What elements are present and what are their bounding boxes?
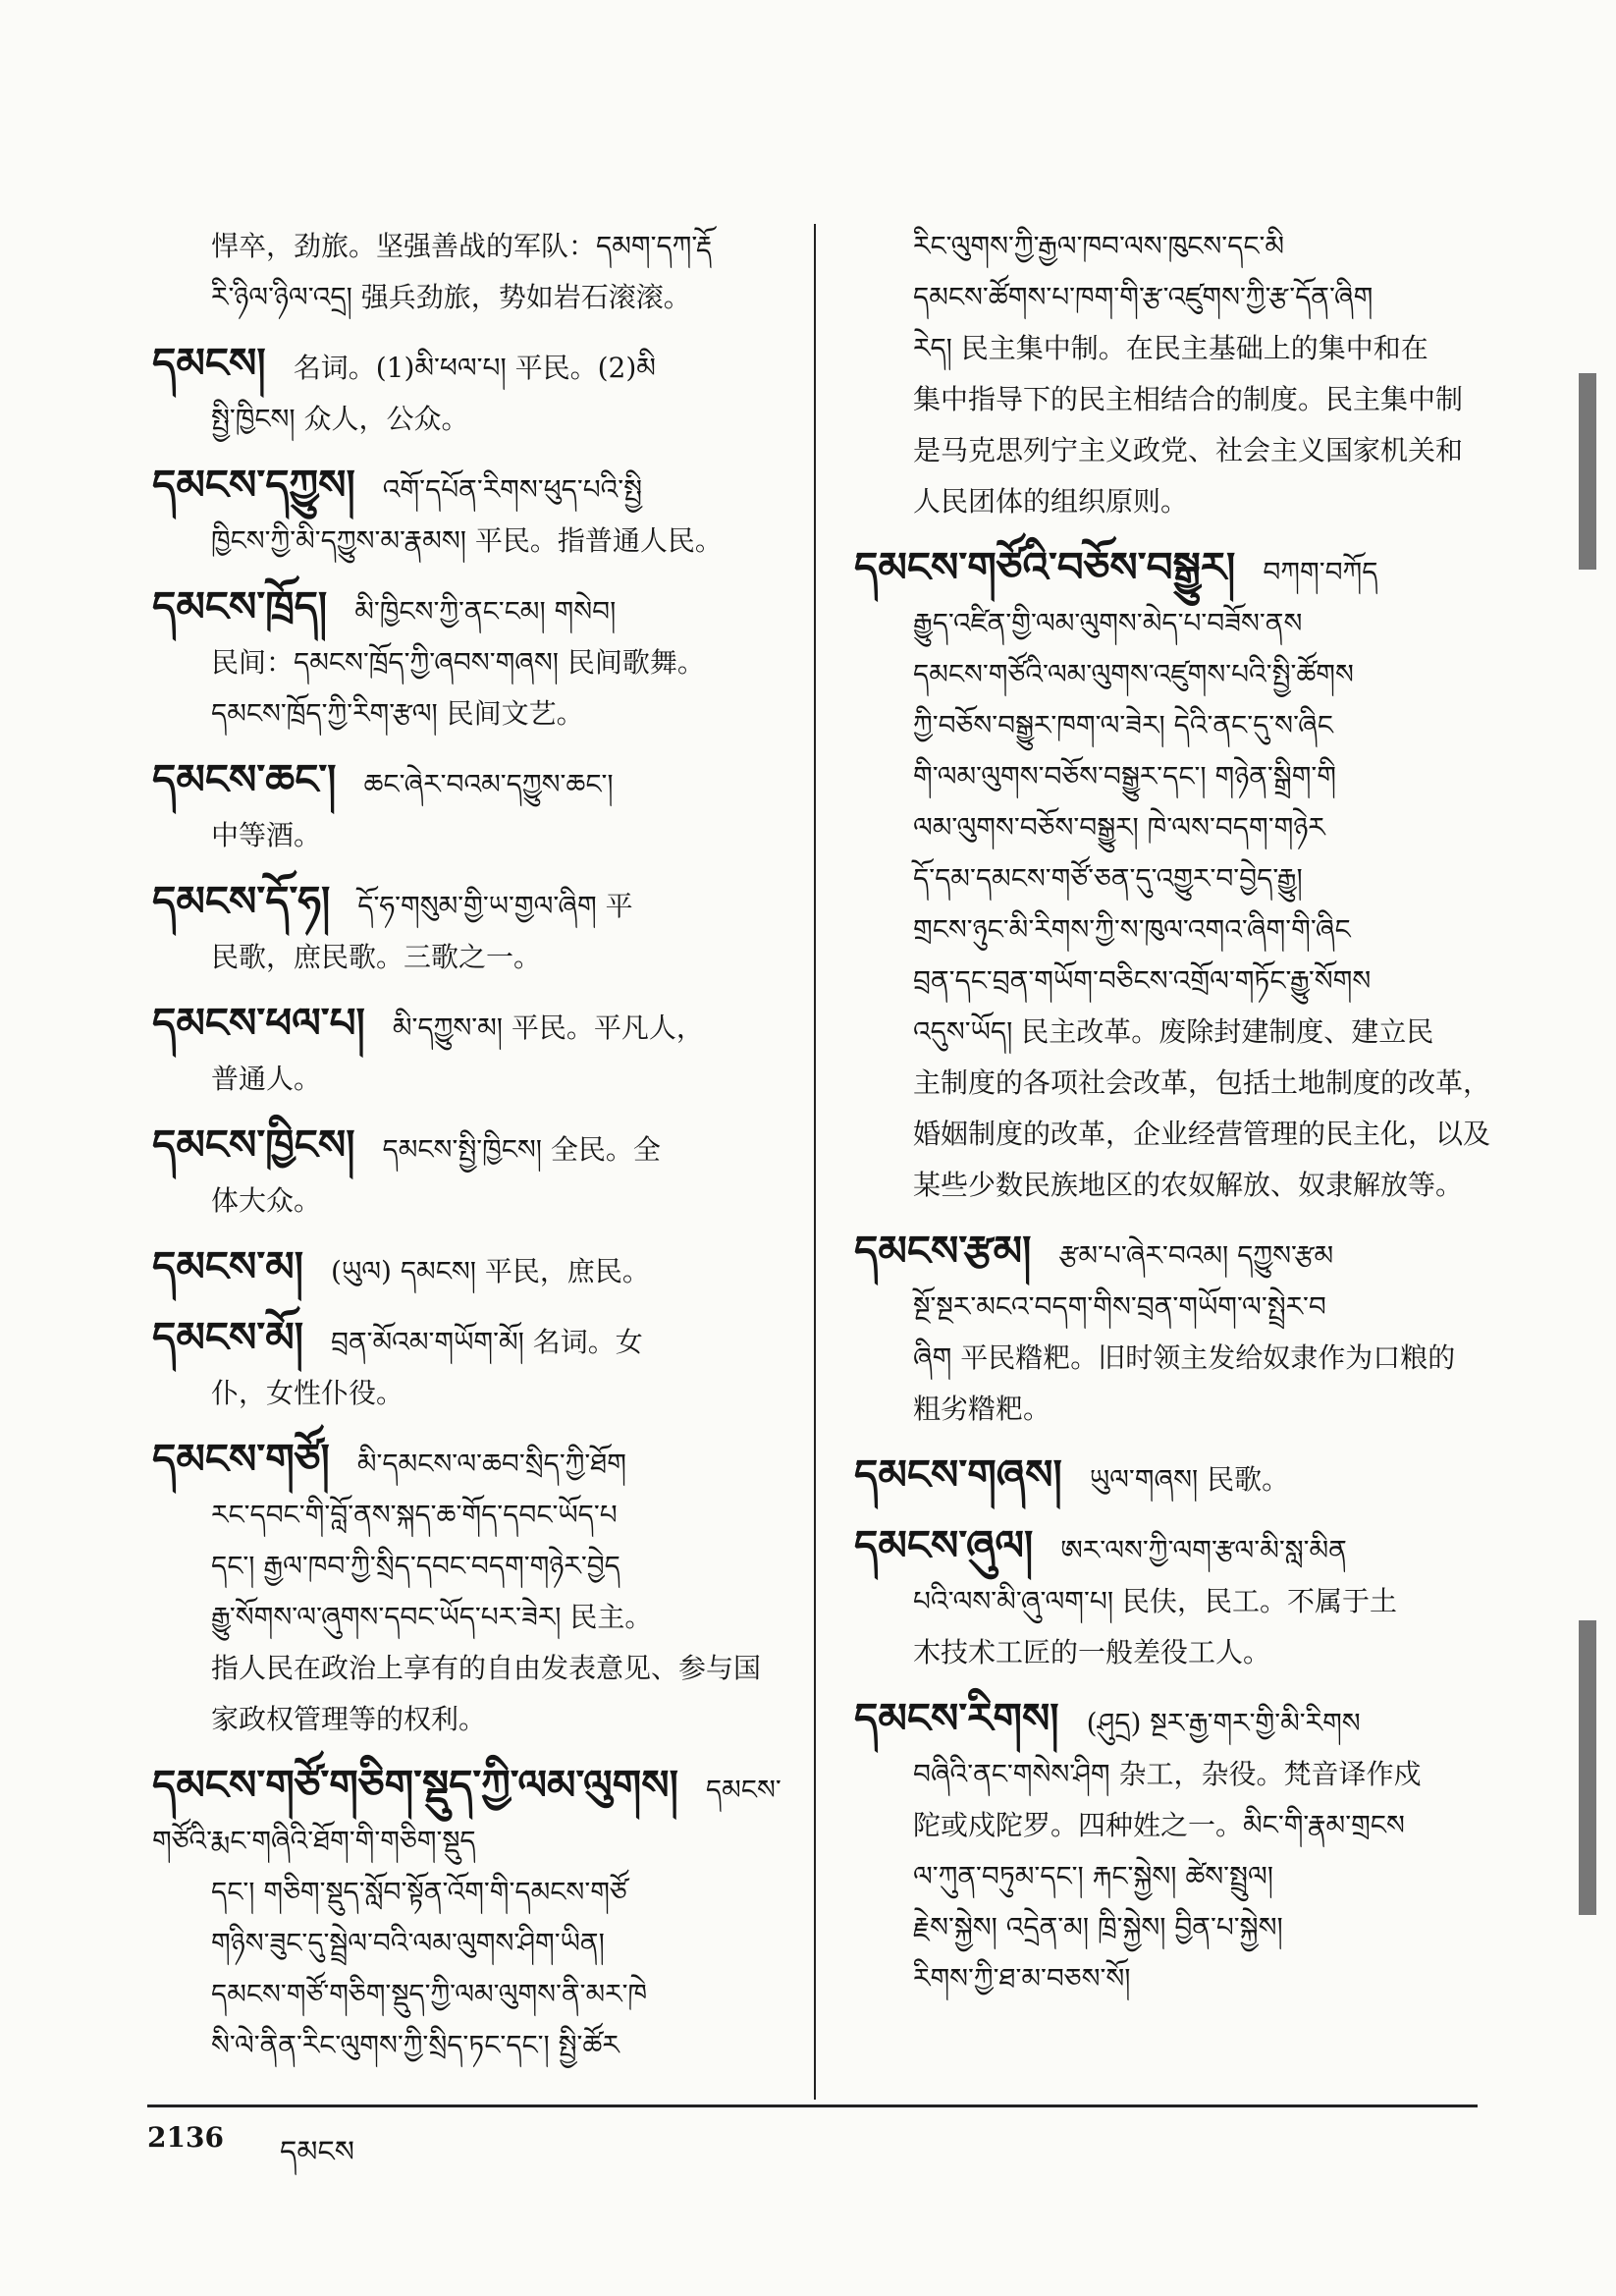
- entry-definition-line: དང་། གཅིག་སྡུད་སློབ་སྟོན་འོག་གི་དམངས་གཙོ: [211, 1876, 627, 1908]
- entry-first-line: [152, 459, 800, 516]
- dictionary-entry: [152, 753, 800, 861]
- entry-definition-line: རྒྱུད་འཛིན་གྱི་ལམ་ལུགས་མེད་པ་བཟོས་ནས: [913, 607, 1303, 639]
- dictionary-entry: [152, 1119, 800, 1227]
- entry-definition-line: རེད། 民主集中制。在民主基础上的集中和在: [913, 332, 1428, 364]
- entry-definition-line: གྲངས་ཉུང་མི་རིགས་ཀྱི་ས་ཁུལ་འགའ་ཞིག་གི་ཞིང: [913, 913, 1351, 946]
- entry-definition-line: 木技术工匠的一般差役工人。: [913, 1636, 1271, 1668]
- entry-first-line: [854, 1449, 1502, 1505]
- running-head: དམངས: [280, 2135, 354, 2169]
- right-column: [854, 221, 1502, 2018]
- entry-definition-line: 悍卒，劲旅。坚强善战的军队：དམག་དཀ་རྡོ: [211, 230, 713, 262]
- entry-first-line: [152, 753, 800, 810]
- entry-definition-line: བྲན་དང་བྲན་གཡོག་བཅིངས་འགྲོལ་གཏོང་རྒྱུ་སོགས: [913, 964, 1372, 997]
- entry-definition-line: རིགས་ཀྱི་ཐ་མ་བཅས་སོ།: [913, 1962, 1131, 1995]
- entry-first-line: [152, 1311, 800, 1368]
- entry-definition-line: རིང་ལུགས་ཀྱི་རྒྱལ་ཁབ་ལས་ཁུངས་དང་མི: [913, 230, 1285, 262]
- entry-definition-line: (ཤུདྲ) སྔར་རྒྱ་གར་གྱི་མི་རིགས: [1086, 1707, 1361, 1739]
- entry-definition-line: 中等酒。: [211, 819, 322, 851]
- entry-definition-line: 是马克思列宁主义政党、社会主义国家机关和: [913, 434, 1464, 466]
- dictionary-entry: [152, 337, 800, 445]
- entry-definition-line: 普通人。: [211, 1063, 322, 1095]
- entry-definition-line: 名词。(1)མི་ཕལ་པ། 平民。(2)མི: [293, 352, 656, 384]
- dictionary-entry: [152, 580, 800, 739]
- entry-definition-line: དམངས་གཙོ་གཅིག་སྡུད་ཀྱི་ལམ་ལུགས་ནི་མར་ཁེ: [211, 1978, 648, 2010]
- entry-first-line: [854, 1519, 1502, 1576]
- dictionary-entry: [152, 1311, 800, 1419]
- entry-definition-line: དོ་དམ་དམངས་གཙོ་ཅན་དུ་འགྱུར་བ་བྱེད་རྒྱུ།: [913, 862, 1303, 895]
- dictionary-entry: [854, 541, 1502, 1211]
- entry-definition-line: མི་དཀྱུས་མ། 平民。平凡人，: [392, 1011, 704, 1044]
- entry-definition-line: དམངས་གཙོའི་ལམ་ལུགས་འཛུགས་པའི་སྤྱི་ཚོགས: [913, 658, 1354, 690]
- entry-definition-line: ལམ་ལུགས་བཅོས་བསྒྱུར། ཁེ་ལས་བདག་གཉེར: [913, 811, 1325, 844]
- dictionary-entry: [152, 1759, 800, 2071]
- entry-definition-line: 陀或戍陀罗。四种姓之一。མིང་གི་རྣམ་གྲངས: [913, 1809, 1405, 1841]
- footer-rule: [147, 2105, 1478, 2107]
- entry-definition-line: 指人民在政治上享有的自由发表意见、参与国: [211, 1652, 762, 1684]
- entry-definition-line: 某些少数民族地区的农奴解放、奴隶解放等。: [913, 1169, 1464, 1201]
- entry-first-line: [152, 1433, 800, 1490]
- entry-first-line: [152, 875, 800, 932]
- dictionary-entry: [854, 1449, 1502, 1505]
- entry-headword: དམངས་མ།: [152, 1242, 304, 1290]
- dictionary-entry: [152, 459, 800, 567]
- entry-first-line: [854, 1692, 1502, 1749]
- entry-first-line: [152, 1119, 800, 1175]
- dictionary-entry: [152, 875, 800, 983]
- entry-definition-line: 民歌，庶民歌。三歌之一。: [211, 941, 542, 973]
- entry-headword: དམངས་ཁྲོད།: [152, 582, 328, 630]
- dictionary-entry: [854, 1692, 1502, 2004]
- scan-bleed-mark: [1579, 373, 1596, 570]
- left-column: [152, 221, 800, 2085]
- entry-first-line: [152, 337, 800, 394]
- entry-definition-line: 家政权管理等的权利。: [211, 1703, 487, 1735]
- entry-definition-line: 仆，女性仆役。: [211, 1377, 404, 1409]
- entry-definition-line: ཆང་ཞེར་བའམ་དཀྱུས་ཆང་།: [363, 768, 614, 800]
- entry-definition-line: པའི་ལས་མི་ཞུ་ལག་པ། 民伕，民工。不属于土: [913, 1585, 1397, 1617]
- entry-definition-line: རི་ཉིལ་ཉིལ་འདྲ། 强兵劲旅，势如岩石滚滚。: [211, 281, 691, 313]
- entry-definition-line: གི་ལམ་ལུགས་བཅོས་བསྒྱུར་དང་། གཉེན་སྒྲིག་གི: [913, 760, 1337, 793]
- entry-definition-line: གཉིས་ཟུང་དུ་སྦྲེལ་བའི་ལམ་ལུགས་ཤིག་ཡིན།: [211, 1927, 605, 1959]
- entry-headword: དམངས།: [152, 339, 266, 387]
- entry-definition-line: དམངས་ཁྲོད་ཀྱི་རིག་རྩལ། 民间文艺。: [211, 697, 584, 730]
- entry-first-line: [152, 580, 800, 637]
- entry-definition-line: མི་ཁྱིངས་ཀྱི་ནང་ངམ། གསེབ།: [354, 595, 617, 628]
- entry-definition-line: རང་དབང་གི་བློ་ནས་སྐད་ཆ་གོད་དབང་ཡོད་པ: [211, 1499, 618, 1531]
- entry-definition-line: རྗེས་སྐྱེས། འདྲེན་མ། ཁྲི་སྐྱེས། བྱིན་པ་སྐྱེས།: [913, 1911, 1283, 1943]
- entry-definition-line: 主制度的各项社会改革，包括土地制度的改革，: [913, 1066, 1491, 1099]
- entry-definition-line: སྤྱི་ཁྱིངས། 众人，公众。: [211, 403, 469, 435]
- entry-definition-line: 粗劣糌粑。: [913, 1393, 1051, 1425]
- entry-definition-line: རྩམ་པ་ཞེར་བའམ། དཀྱུས་རྩམ: [1058, 1239, 1334, 1272]
- dictionary-entry: [152, 997, 800, 1105]
- entry-definition-line: ཀྱི་བཅོས་བསྒྱུར་ཁག་ལ་ཟེར། དེའི་ནང་དུ་ས་ཞིང: [913, 709, 1333, 741]
- entry-headword: དམངས་ཁྱིངས།: [152, 1121, 355, 1169]
- entry-headword: དམངས་ཞུལ།: [854, 1521, 1034, 1569]
- entry-first-line: [152, 1240, 800, 1297]
- entry-headword: དམངས་རྩམ།: [854, 1227, 1032, 1275]
- entry-headword: དམངས་གཙོ་གཅིག་སྡུད་ཀྱི་ལམ་ལུགས།: [152, 1761, 678, 1809]
- entry-definition-line: འདུས་ཡོད། 民主改革。废除封建制度、建立民: [913, 1015, 1434, 1048]
- entry-headword: དམངས་མོ།: [152, 1313, 304, 1361]
- entry-first-line: [854, 1225, 1502, 1282]
- continued-entry: [152, 221, 800, 323]
- entry-definition-line: ཨར་ལས་ཀྱི་ལག་རྩལ་མི་སླ་མིན: [1060, 1534, 1347, 1566]
- dictionary-entry: [152, 1433, 800, 1745]
- entry-definition-line: རྒྱུ་སོགས་ལ་ཞུགས་དབང་ཡོད་པར་ཟེར། 民主。: [211, 1601, 653, 1633]
- entry-definition-line: 人民团体的组织原则。: [913, 485, 1189, 518]
- entry-definition-line: 集中指导下的民主相结合的制度。民主集中制: [913, 383, 1464, 415]
- entry-definition-line: སི་ལེ་ནིན་རིང་ལུགས་ཀྱི་སྲིད་ཏང་དང་། སྤྱི་ཚོར: [211, 2029, 619, 2061]
- entry-headword: དམངས་ཕལ་པ།: [152, 999, 365, 1047]
- entry-definition-line: ཁྱིངས་ཀྱི་མི་དཀྱུས་མ་རྣམས། 平民。指普通人民。: [211, 524, 723, 557]
- entry-headword: དམངས་གཞས།: [854, 1450, 1062, 1499]
- entry-definition-line: དམངས་གཙོའི་རྨང་གཞིའི་ཐོག་གི་གཅིག་སྡུད: [152, 1774, 781, 1857]
- entry-definition-line: འགོ་དཔོན་རིགས་ཕུད་པའི་སྤྱི: [382, 473, 643, 506]
- entry-definition-line: 婚姻制度的改革，企业经营管理的民主化，以及: [913, 1118, 1491, 1150]
- entry-first-line: [152, 1759, 800, 1867]
- entry-first-line: [152, 997, 800, 1054]
- entry-definition-line: དང་། རྒྱལ་ཁབ་ཀྱི་སྲིད་དབང་བདག་གཉེར་བྱེད: [211, 1550, 620, 1582]
- continued-entry: [854, 221, 1502, 527]
- entry-headword: དམངས་ཆང་།: [152, 755, 337, 803]
- dictionary-entry: [854, 1519, 1502, 1678]
- entry-definition-line: ཡུལ་གཞས། 民歌。: [1089, 1463, 1290, 1496]
- column-divider: [814, 224, 816, 2100]
- entry-definition-line: 体大众。: [211, 1184, 322, 1217]
- entry-headword: དམངས་དོ་ཧ།: [152, 877, 331, 925]
- dictionary-entry: [854, 1225, 1502, 1435]
- entry-definition-line: བཀག་བཀོད: [1263, 556, 1378, 588]
- entry-headword: དམངས་དཀྱུས།: [152, 461, 355, 509]
- entry-headword: དམངས་གཙོའི་བཅོས་བསྒྱུར།: [854, 543, 1236, 591]
- entry-definition-line: (ཡུལ) དམངས། 平民，庶民。: [331, 1255, 650, 1287]
- entry-definition-line: 民间：དམངས་ཁྲོད་ཀྱི་ཞབས་གཞས། 民间歌舞。: [211, 646, 705, 679]
- entry-definition-line: དོ་ཧ་གསུམ་གྱི་ཡ་གྱལ་ཞིག 平: [357, 890, 633, 922]
- entry-definition-line: ཞིག 平民糌粑。旧时领主发给奴隶作为口粮的: [913, 1341, 1456, 1374]
- entry-headword: དམངས་གཙོ།: [152, 1435, 330, 1483]
- entry-headword: དམངས་རིགས།: [854, 1694, 1059, 1742]
- entry-definition-line: སྔོ་སྔར་མངའ་བདག་གིས་བྲན་གཡོག་ལ་སྤྲེར་བ: [913, 1290, 1326, 1323]
- scan-bleed-mark: [1579, 1620, 1596, 1915]
- entry-definition-line: དམངས་སྤྱི་ཁྱིངས། 全民。全: [382, 1133, 661, 1166]
- entry-definition-line: མི་དམངས་ལ་ཆབ་སྲིད་ཀྱི་ཐོག: [356, 1448, 626, 1480]
- entry-definition-line: དམངས་ཚོགས་པ་ཁག་གི་རྩ་འཛུགས་ཀྱི་རྩ་དོན་ཞིག: [913, 281, 1374, 313]
- entry-definition-line: བཞིའི་ནང་གསེས་ཤིག 杂工，杂役。梵音译作戍: [913, 1758, 1422, 1790]
- entry-first-line: [854, 541, 1502, 598]
- entry-definition-line: ལ་ཀུན་བཏུམ་དང་། རྐང་སྐྱེས། ཚེས་སྤྲུལ།: [913, 1860, 1273, 1892]
- entry-definition-line: བྲན་མོའམ་གཡོག་མོ། 名词。女: [331, 1326, 643, 1358]
- page-number: 2136: [147, 2121, 224, 2154]
- dictionary-entry: [152, 1240, 800, 1297]
